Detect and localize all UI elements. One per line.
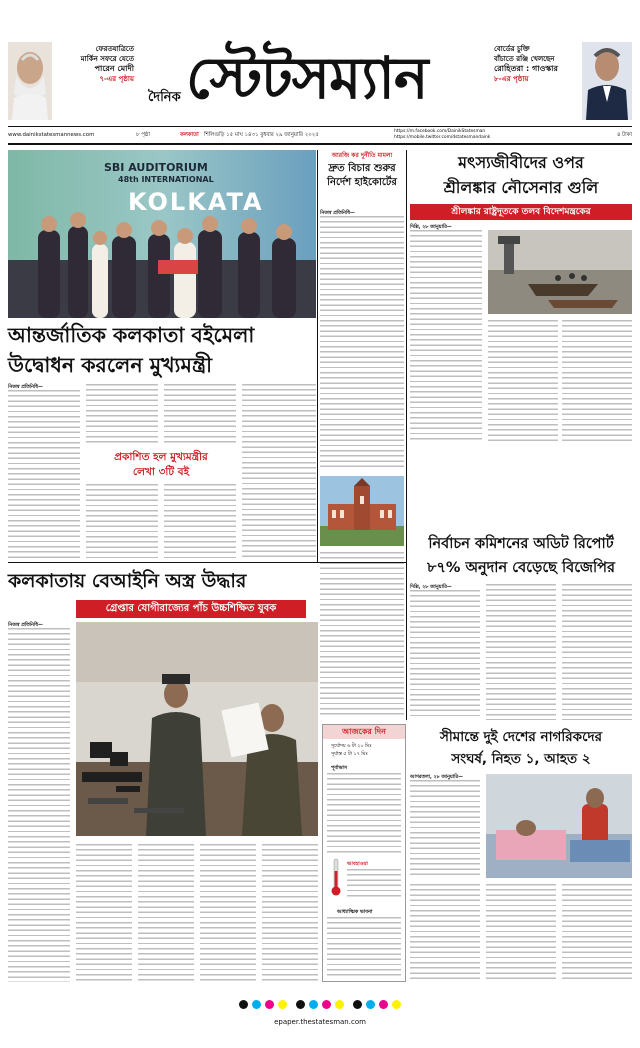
fishermen-strap: শ্রীলঙ্কার রাষ্ট্রদূতকে তলব বিদেশমন্ত্রকের [410, 204, 632, 220]
high-court-photo [320, 476, 404, 546]
right-teaser-line2: বাঁচাতে রঞ্জি খেলছেন [494, 55, 555, 63]
page-count: ৮ পৃষ্ঠা [136, 132, 150, 138]
today-forecast: পূর্বাভাস [331, 765, 348, 771]
twitter-link[interactable]: https://mobile.twitter.com/dstatesmandaink [394, 135, 491, 140]
banner-line2: 48th INTERNATIONAL [118, 175, 214, 184]
today-sunset: সূর্যাস্ত ৫ টা ১৭ মিঃ [331, 752, 368, 757]
election-body [410, 584, 632, 720]
border-headline-line2: সংঘর্ষ, নিহত ১, আহত ২ [451, 751, 591, 767]
fishermen-headline-line2: শ্রীলঙ্কার নৌসেনার গুলি [443, 178, 599, 197]
bookfair-byline: নিজস্ব প্রতিনিধি— [8, 385, 43, 390]
bookfair-photo [8, 150, 316, 318]
epaper-link[interactable]: epaper.thestatesman.com [274, 1018, 366, 1026]
fishermen-dateline: দিল্লি, ২৮ জানুয়ারি— [410, 225, 452, 230]
arms-strap: গ্রেপ্তার যোগীরাজ্যের পাঁচ উচ্চশিক্ষিত যুবক [76, 600, 306, 618]
arms-headline[interactable]: কলকাতায় বেআইনি অস্ত্র উদ্ধার [8, 570, 247, 592]
election-headline-line2: ৮৭% অনুদান বেড়েছে বিজেপির [427, 560, 615, 576]
today-spiritual: আধ্যাত্মিক ভাবনা [337, 909, 373, 915]
dateline-bar [8, 128, 632, 142]
banner-line1: SBI AUDITORIUM [104, 161, 208, 174]
fishermen-body [410, 224, 632, 442]
modi-photo [8, 42, 52, 120]
election-headline-line1: নির্বাচন কমিশনের অডিট রিপোর্ট [428, 536, 614, 552]
bookfair-headline-line2: উদ্বোধন করলেন মুখ্যমন্ত্রী [8, 353, 212, 377]
police-press-photo [76, 622, 318, 836]
arms-body [8, 622, 318, 982]
date: শিলিগুড়ি ১৫ মাঘ ১৪৩১ বুধবার ২৯ জানুয়ারি ২০২৫ [204, 132, 319, 138]
banner-line3: KOLKATA [128, 188, 264, 216]
hospital-photo [486, 774, 632, 878]
dateline-rule-top [8, 126, 632, 127]
left-teaser-line1: ফেরতযাত্রিতে [95, 45, 134, 53]
rgkar-headline[interactable]: দ্রুত বিচার শুরুর নির্দেশ হাইকোর্টের [327, 163, 397, 188]
election-dateline: দিল্লি, ২৮ জানুয়ারি— [410, 585, 452, 590]
bookfair-headline-line1: আন্তর্জাতিক কলকাতা বইমেলা [8, 323, 255, 347]
masthead-title[interactable]: স্টেটসম্যান [186, 44, 428, 112]
gavaskar-photo [582, 42, 632, 120]
right-teaser-page[interactable]: ৮-এর পৃষ্ঠায় [494, 75, 529, 83]
rgkar-byline: নিজস্ব প্রতিনিধি— [320, 211, 355, 216]
dateline-rule-bottom [8, 143, 632, 145]
right-teaser-line3: রোহিতরা : গাওস্কার [494, 64, 558, 73]
today-box [322, 724, 406, 982]
bookfair-body [8, 384, 316, 560]
city: কলকাতা [180, 132, 199, 138]
website-link[interactable]: www.dainikstatesmannews.com [8, 132, 95, 138]
bookfair-subhead-line1: প্রকাশিত হল মুখ্যমন্ত্রীর [114, 451, 208, 463]
section-rule [8, 562, 406, 563]
registration-marks [8, 994, 632, 1006]
left-teaser-page[interactable]: ৭-এর পৃষ্ঠায় [99, 75, 134, 83]
price: ৪ টাকা [616, 132, 632, 138]
fishermen-headline[interactable] [410, 150, 632, 200]
today-weather: আবহাওয়া [347, 861, 368, 867]
border-body [410, 774, 632, 982]
arms-byline: নিজস্ব প্রতিনিধি— [8, 623, 43, 628]
weather-thermometer-icon [329, 857, 343, 897]
facebook-link[interactable]: https://m.facebook.com/DainikStatesman [394, 129, 486, 134]
today-title: আজকের দিন [323, 725, 405, 739]
masthead [8, 38, 632, 122]
bookfair-subhead-line2: লেখা ৩টি বই [132, 466, 190, 478]
masthead-small: দৈনিক [148, 90, 181, 105]
border-headline-line1: সীমান্তে দুই দেশের নাগরিকদের [439, 729, 603, 745]
today-sunrise: সূর্যোদয় ৬ টা ২০ মিঃ [331, 744, 372, 749]
left-teaser-line2: মার্কিন সফরে যেতে [80, 55, 134, 63]
border-dateline: আগরতলা, ২৮ জানুয়ারি— [410, 775, 463, 780]
rgkar-story [320, 150, 404, 720]
left-teaser-line3: পারেন মোদী [94, 64, 134, 73]
right-teaser-line1: বোর্ডের চুক্তি [494, 45, 530, 53]
bookfair-headline[interactable] [8, 320, 316, 380]
election-headline[interactable] [410, 532, 632, 580]
border-headline[interactable] [410, 726, 632, 770]
fishermen-headline-line1: মৎস্যজীবীদের ওপর [458, 153, 584, 172]
fishing-boat-photo [488, 230, 632, 314]
rgkar-kicker: আরজি কর দুর্নীতি মামলা [331, 152, 393, 159]
